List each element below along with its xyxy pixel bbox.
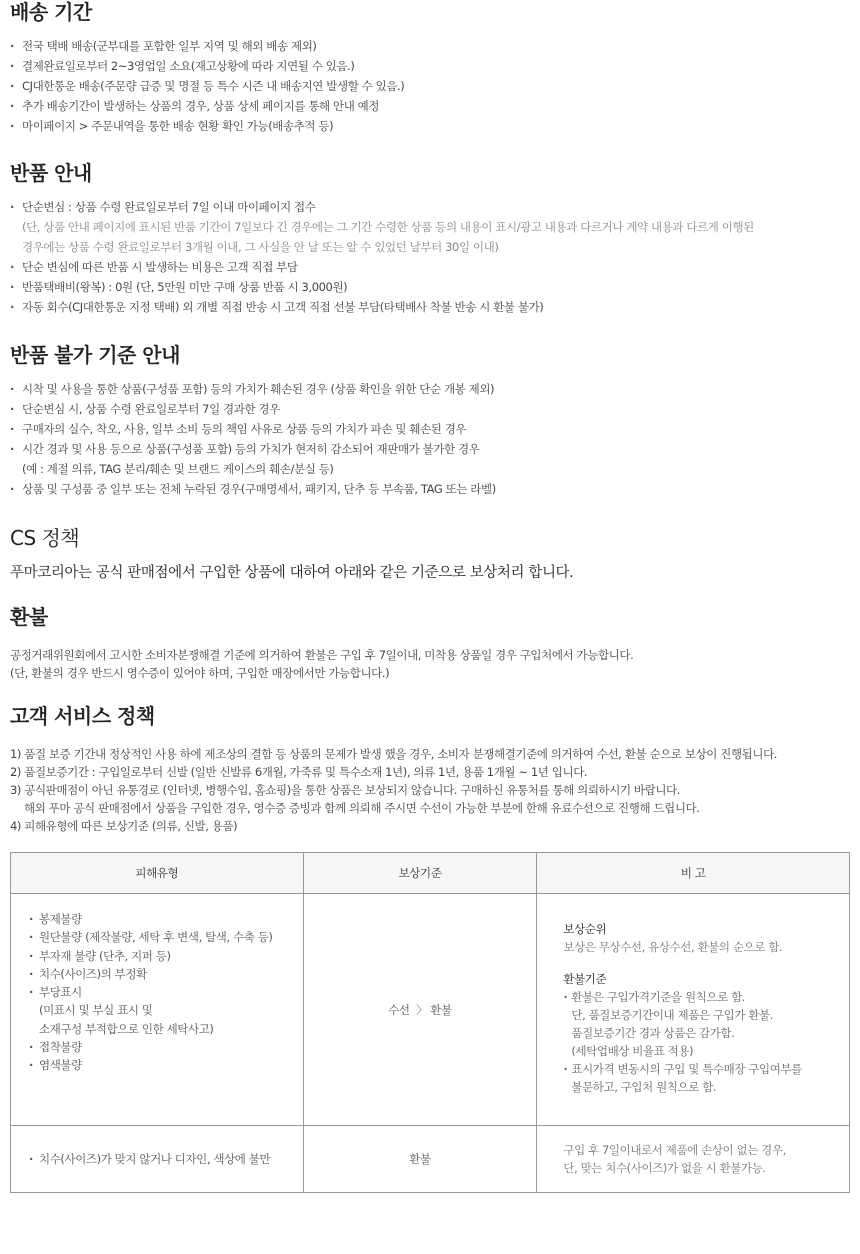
list-item: · 추가 배송기간이 발생하는 상품의 경우, 상품 상세 페이지를 통해 안내 예정 <box>10 96 404 116</box>
list-item: · 단순변심 시, 상품 수령 완료일로부터 7일 경과한 경우 <box>10 399 496 419</box>
note-heading: 환불기준 <box>563 972 607 986</box>
refund-title: 환불 <box>10 605 48 629</box>
standard-cell: 환불 <box>303 1126 537 1193</box>
no-return-title: 반품 불가 기준 안내 <box>10 343 180 367</box>
cs-title: CS 정책 <box>10 526 80 550</box>
list-item: · 봉제불량 <box>29 910 303 928</box>
list-item: · 단순변심 : 상품 수령 완료일로부터 7일 이내 마이페이지 접수 <box>10 197 754 217</box>
no-return-list <box>10 379 496 499</box>
list-item: · 상품 및 구성품 중 일부 또는 전체 누락된 경우(구매명세서, 패키지, 단추 등 부속품, TAG 또는 라벨) <box>10 479 496 499</box>
column-header: 피해유형 <box>11 853 304 894</box>
list-item: · 부당표시 <box>29 983 303 1001</box>
cs-text: 푸마코리아는 공식 판매점에서 구입한 상품에 대하여 아래와 같은 기준으로 보상처리 합니다. <box>10 565 574 581</box>
table-row <box>11 894 850 1126</box>
note-text: 불문하고, 구입처 원칙으로 함. <box>571 1080 717 1094</box>
note-cell <box>537 894 850 1126</box>
service-title: 고객 서비스 정책 <box>10 704 155 728</box>
returns-list <box>10 197 754 317</box>
list-item: · 부자재 불량 (단추, 지퍼 등) <box>29 947 303 965</box>
list-item: · 원단불량 (제작불량, 세탁 후 변색, 탈색, 수축 등) <box>29 928 303 946</box>
list-item: · 치수(사이즈)가 맞지 않거나 디자인, 색상에 불만 <box>29 1150 303 1168</box>
note-text: 구입 후 7일이내로서 제품에 손상이 없는 경우, <box>563 1143 786 1157</box>
column-header: 비 고 <box>537 853 850 894</box>
list-item-note: (미표시 및 부실 표시 및 <box>39 1003 153 1018</box>
refund-line: (단, 환불의 경우 반드시 영수증이 있어야 하며, 구입한 매장에서만 가능합니다.) <box>10 666 390 680</box>
note-heading: 보상순위 <box>563 922 607 936</box>
list-item: · 자동 회수(CJ대한통운 지정 택배) 외 개별 직접 반송 시 고객 직접 선불 부담(타택배사 착불 반송 시 환불 불가) <box>10 297 754 317</box>
returns-note: 경우에는 상품 수령 완료일로부터 3개월 이내, 그 사실을 안 날 또는 알 수 있었던 날부터 30일 이내) <box>22 240 499 254</box>
list-item: · 시간 경과 및 사용 등으로 상품(구성품 포함) 등의 가치가 현저히 감소되어 재판매가 불가한 경우 <box>10 439 496 459</box>
service-lines <box>10 745 777 835</box>
note-text: (세탁업배상 비율표 적용) <box>571 1044 694 1058</box>
note-text: 단, 맞는 치수(사이즈)가 없을 시 환불가능. <box>563 1161 766 1175</box>
list-item: · CJ대한통운 배송(주문량 급증 및 명절 등 특수 시즌 내 배송지연 발생할 수 있음.) <box>10 76 404 96</box>
shipping-title: 배송 기간 <box>10 0 92 24</box>
note-text: 보상은 무상수선, 유상수선, 환불의 순으로 함. <box>563 940 783 954</box>
service-line: 3) 공식판매점이 아닌 유통경로 (인터넷, 병행수입, 홈쇼핑)을 통한 상품은 보상되지 않습니다. 구매하신 유통처를 통해 의뢰하시기 바랍니다. <box>10 783 681 797</box>
refund-line: 공정거래위원회에서 고시한 소비자분쟁해결 기준에 의거하여 환불은 구입 후 7일이내, 미착용 상품일 경우 구입처에서 가능합니다. <box>10 648 634 662</box>
service-line: 4) 피해유형에 따른 보상기준 (의류, 신발, 용품) <box>10 819 238 833</box>
list-item: · 시착 및 사용을 통한 상품(구성품 포함) 등의 가치가 훼손된 경우 (상품 확인을 위한 단순 개봉 제외) <box>10 379 496 399</box>
note-item: · 환불은 구입가격기준을 원칙으로 함. <box>563 988 849 1006</box>
compensation-table <box>10 852 850 1193</box>
note-cell <box>537 1126 850 1193</box>
list-item: · 접착불량 <box>29 1038 303 1056</box>
list-item: · 전국 택배 배송(군부대를 포함한 일부 지역 및 해외 배송 제외) <box>10 36 404 56</box>
shipping-list <box>10 36 404 136</box>
list-item: · 결제완료일로부터 2~3영업일 소요(재고상황에 따라 지연될 수 있음.) <box>10 56 404 76</box>
list-item: · 반품택배비(왕복) : 0원 (단, 5만원 미만 구매 상품 반품 시 3,000원) <box>10 277 754 297</box>
table-row <box>11 1126 850 1193</box>
service-line: 2) 품질보증기간 : 구입일로부터 신발 (일반 신발류 6개월, 가죽류 및 특수소재 1년), 의류 1년, 용품 1개월 ~ 1년 입니다. <box>10 765 588 779</box>
list-item: · 염색불량 <box>29 1056 303 1074</box>
list-item-note: 소재구성 부적합으로 인한 세탁사고) <box>39 1021 214 1036</box>
list-item: · 마이페이지 > 주문내역을 통한 배송 현황 확인 가능(배송추적 등) <box>10 116 404 136</box>
note-item: · 표시가격 변동시의 구입 및 특수매장 구입여부를 <box>563 1060 849 1078</box>
list-item: · 단순 변심에 따른 반품 시 발생하는 비용은 고객 직접 부담 <box>10 257 754 277</box>
returns-note: (단, 상품 안내 페이지에 표시된 반품 기간이 7일보다 긴 경우에는 그 기간 수령한 상품 등의 내용이 표시/광고 내용과 다르거나 계약 내용과 다르게 이행된 <box>22 220 754 234</box>
column-header: 보상기준 <box>303 853 537 894</box>
service-line: 해외 푸마 공식 판매점에서 상품을 구입한 경우, 영수증 증빙과 함께 의뢰해 주시면 수선이 가능한 부분에 한해 유료수선으로 진행해 드립니다. <box>24 801 700 815</box>
note-text: 단, 품질보증기간이내 제품은 구입가 환불. <box>571 1008 773 1022</box>
returns-title: 반품 안내 <box>10 161 92 185</box>
table-header-row <box>11 853 850 894</box>
standard-cell: 수선 〉 환불 <box>303 894 537 1126</box>
no-return-note: (예 : 계절 의류, TAG 분리/훼손 및 브랜드 케이스의 훼손/분실 등) <box>22 462 334 476</box>
damage-type-cell <box>11 894 304 1126</box>
list-item: · 구매자의 실수, 착오, 사용, 일부 소비 등의 책임 사유로 상품 등의 가치가 파손 및 훼손된 경우 <box>10 419 496 439</box>
service-line: 1) 품질 보증 기간내 정상적인 사용 하에 제조상의 결함 등 상품의 문제가 발생 했을 경우, 소비자 분쟁해결기준에 의거하여 수선, 환불 순으로 보상이 진행됩니다. <box>10 747 778 761</box>
damage-type-cell <box>11 1126 304 1193</box>
list-item: · 치수(사이즈)의 부정확 <box>29 965 303 983</box>
note-text: 품질보증기간 경과 상품은 감가함. <box>571 1026 735 1040</box>
